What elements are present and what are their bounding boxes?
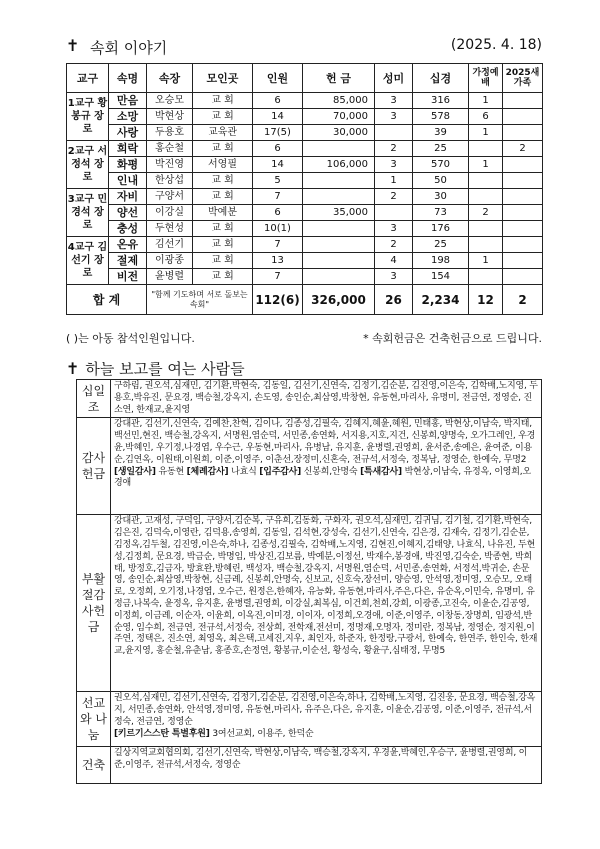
special-thanks-list [114,467,531,489]
cell-people: 17(5) [253,125,303,141]
cell-place: 교 회 [193,253,253,269]
table-row [67,269,543,285]
cell-rice: 2 [375,237,413,253]
table-row [67,253,543,269]
cell-worship [469,189,503,205]
table-row [67,157,543,173]
total-people: 112(6) [253,285,303,315]
cell-rice: 1 [375,173,413,189]
cell-place: 교 회 [193,269,253,285]
column-header: 성미 [375,64,413,93]
cell-people: 5 [253,173,303,189]
group-name: 사랑 [109,125,147,141]
column-header: 가정예배 [469,64,503,93]
cell-place: 교 회 [193,93,253,109]
column-header: 속명 [109,64,147,93]
group-name: 온유 [109,237,147,253]
cell-worship [469,269,503,285]
cell-worship [469,221,503,237]
cell-rice: 3 [375,269,413,285]
cell-rice: 4 [375,253,413,269]
table-row [67,189,543,205]
group-name: 양선 [109,205,147,221]
easter-row [77,515,542,692]
column-header: 모인곳 [193,64,253,93]
section-title: 하늘 보고를 여는 사람들 [85,360,245,378]
total-newfam: 2 [503,285,543,315]
cell-newfam [503,125,543,141]
cell-newfam [503,205,543,221]
cell-offering: 30,000 [303,125,375,141]
cell-rice: 2 [375,141,413,157]
building-row [77,747,542,784]
category-label: 감사헌금 [77,418,111,515]
cell-offering [303,253,375,269]
cell-place: 교 회 [193,221,253,237]
total-rice: 26 [375,285,413,315]
cell-newfam [503,253,543,269]
mission-names: 권오석,심재민, 김선기,신연숙, 김정기,김순분, 김진영,이은숙,하나, 김학배,노지영, 김진웅, 문요경, 백승철,강옥지, 서민종,송연화, 안석영,정미영, 유동현,마리사, 유주은,다은, 유지훈, 이윤순,김공영, 이준,이영주, 전규석,서정숙, 전금연, 정영순 [114,693,536,727]
givers-table [76,379,542,784]
district-label: 1교구 황봉규 장로 [67,93,109,141]
cell-place: 교 회 [193,173,253,189]
cell-leader: 홍순철 [147,141,193,157]
column-header: 십경 [413,64,469,93]
cell-rice: 3 [375,221,413,237]
cell-leader: 윤병렬 [147,269,193,285]
column-header: 속장 [147,64,193,93]
cell-rice [375,125,413,141]
cell-worship: 6 [469,109,503,125]
child-count-note: ( )는 아동 참석인원입니다. [66,332,195,345]
cell-tithe: 176 [413,221,469,237]
cell-newfam [503,157,543,173]
cell-worship [469,237,503,253]
cell-people: 7 [253,237,303,253]
table-row [67,237,543,253]
cell-worship: 1 [469,93,503,109]
cell-tithe: 578 [413,109,469,125]
group-name: 희락 [109,141,147,157]
easter-names: 강대관, 고재성, 구덕임, 구양서,김순복, 구유희,김동화, 구화자, 권오석,심재민, 김귀님, 김기철, 김기환,박현숙,김은진, 김덕숙,이영란, 김덕용,송영희, 김동일, 김석현,강성숙, 김선기,신연숙, 김은경, 김재숙, 김정기,김순분, 김정옥,김두철, 김진영,이은숙,하나, 김종성,김필숙, 김학배,노지영, 김현진,이혜지,김태양, 나효식, 나유진, 두현성,김정희, 문요경, 박금순, 박명임, 박상진,김보름, 박예분,이정선, 박재수,봉경애, 박진영,김숙순, 박종현, 박희태, 방정호,김금자, 방효완,방혜린, 백성자, 백승철,강옥지, 서명원,염순덕, 서민종,송연화, 서정석,박귀순, 손문영, 송인순,최삼영,박창현, 신금례, 신봉희,안명숙, 신보교, 신호숙,장선미, 양승영, 안석영,정미영, 오승모, 오태로, 오정희, 오기정,나경엽, 오수근, 원정은,한혜자, 유능화, 유동현,마리사,주은,다은, 유순옥,이민숙, 유명미, 유정금,나복숙, 윤정옥, 유지훈, 윤병렬,권영희, 이강실,최복심, 이건희,천희,강희, 이광종,고진숙, 이윤순,김공영, 이정희, 이금례, 이순자, 이윤희, 이옥진,이미경, 이이자, 이정희,오경애, 이준,이영주, 이창동,장명희, 임광석,반순영, 임수희, 전금연, 전규석,서정숙, 전상희, 전학재,전선미, 정명재,오명자, 정미란, 정복남, 정영순, 정지원,이주연, 정택은, 진소연, 최영옥, 최은택,고세진,지우, 최인자, 하준자, 한정랑,구광서, 한예숙, 한연주, 한인숙, 한재교,윤지영, 홍순철,유춘남, 홍종호,손정연, 황봉규,이순선, 황성숙, 황윤구,심태정, 무명5 [111,515,542,692]
cell-newfam [503,173,543,189]
table-row [67,141,543,157]
tithe-row [77,380,542,418]
cell-newfam [503,221,543,237]
cell-newfam [503,189,543,205]
category-label: 건축 [77,747,111,784]
cell-leader: 박진영 [147,157,193,173]
cell-leader: 두현성 [147,221,193,237]
category-label: 십일조 [77,380,111,418]
category-label: 부활절감사헌금 [77,515,111,692]
cell-tithe: 39 [413,125,469,141]
cell-worship: 1 [469,125,503,141]
cell-tithe: 25 [413,141,469,157]
cell-rice: 3 [375,93,413,109]
cell-newfam [503,237,543,253]
group-name: 화평 [109,157,147,173]
mission-row [77,692,542,747]
cell-tithe: 30 [413,189,469,205]
cell-place: 교 회 [193,237,253,253]
column-header: 2025새가족 [503,64,543,93]
total-motto: "함께 기도하며 서로 돌보는 속회" [147,285,253,315]
cell-offering: 85,000 [303,93,375,109]
cell-worship [469,173,503,189]
building-names: 길상지역교회협의회, 김선기,신연숙, 박현상,이남숙, 백승철,강옥지, 우경윤,박혜인,우승구, 윤병렬,권영희, 이준,이영주, 전규석,서정숙, 정영순 [111,747,542,784]
cell-leader: 한상섭 [147,173,193,189]
report-date: (2025. 4. 18) [450,37,542,53]
cell-worship [469,141,503,157]
cell-place: 교 회 [193,109,253,125]
special-thanks-names: 신봉희,안명숙 [303,466,358,477]
cell-worship: 2 [469,205,503,221]
table-row [67,125,543,141]
thanks-cell [111,418,542,515]
cell-tithe: 570 [413,157,469,173]
cell-people: 14 [253,157,303,173]
cell-offering [303,237,375,253]
total-worship: 12 [469,285,503,315]
group-name: 자비 [109,189,147,205]
table-row [67,221,543,237]
thanks-names: 강대관, 김선기,신연숙, 김예찬,찬혁, 김이나, 김종성,김필숙, 김혜지,혜윤,혜원, 민태홍, 박현상,이남숙, 박지태, 백선민,현진, 백승철,강옥지, 서명원,염순덕, 서민종,송연화, 서지용,지호,지건, 신봉희,양명숙, 오가그레인, 우경윤,박혜인, 우기정,나경엽, 우수근, 우동현,마리사, 유병남, 유지훈, 윤병렬,권영희, 윤서준,송예은, 윤여준, 이용순,김연옥, 이원태,이원희, 이준,이영주, 이춘선,장정미,신혼숙, 전규석,서정숙, 정복남, 정영순, 한예숙, 무명2 [114,419,536,465]
table-header-row [67,64,543,93]
cell-place: 교육관 [193,125,253,141]
section-title: 속회 이야기 [90,39,168,57]
cell-tithe: 198 [413,253,469,269]
cell-place: 교 회 [193,141,253,157]
special-thanks-names: 유동현 [158,466,184,477]
cell-newfam [503,93,543,109]
cell-people: 7 [253,269,303,285]
column-header: 인원 [253,64,303,93]
table-row [67,173,543,189]
cell-place: 박예분 [193,205,253,221]
cell-newfam [503,109,543,125]
cell-people: 10(1) [253,221,303,237]
cell-rice: 3 [375,157,413,173]
section-header-meeting [0,36,600,56]
meeting-table [66,63,543,315]
cell-offering [303,189,375,205]
category-label: 선교와 나눔 [77,692,111,747]
cell-tithe: 25 [413,237,469,253]
special-thanks-tag: [체례감사] [186,466,229,477]
cell-people: 6 [253,141,303,157]
cell-newfam: 2 [503,141,543,157]
cell-offering: 106,000 [303,157,375,173]
cell-people: 6 [253,93,303,109]
district-label: 3교구 민경석 장로 [67,189,109,237]
column-header: 교구 [67,64,109,93]
cell-offering: 35,000 [303,205,375,221]
cell-leader: 구양서 [147,189,193,205]
tithe-names: 구하림, 권오석,심재민, 김기환,박현숙, 김동일, 김선기,신연숙, 김정기,김순분, 김진영,이은숙, 김학배,노지영, 두용호,박유진, 문요경, 백승철,강옥지, 손도영, 송인순,최삼영,박창현, 유동현,마리사, 유명미, 전금연, 정영순, 진소연, 한재교,윤지영 [111,380,542,418]
special-thanks-tag: [특새감사] [360,466,402,477]
special-support-names: 3여선교회, 이용주, 한덕순 [212,728,314,739]
cell-newfam [503,269,543,285]
cell-tithe: 154 [413,269,469,285]
cell-leader: 박현상 [147,109,193,125]
special-thanks-names: 박현상,이남숙, 유정옥, 이영희,오경애 [114,466,531,489]
group-name: 만음 [109,93,147,109]
total-row [67,285,543,315]
thanks-row [77,418,542,515]
cell-worship: 1 [469,253,503,269]
table-row [67,109,543,125]
cell-rice [375,205,413,221]
cell-people: 7 [253,189,303,205]
table-row [67,205,543,221]
cell-people: 6 [253,205,303,221]
mission-cell [111,692,542,747]
cell-leader: 이광종 [147,253,193,269]
total-label: 합 계 [67,285,147,315]
group-name: 비전 [109,269,147,285]
special-thanks-names: 나효식 [231,466,257,477]
section-header-givers [66,358,245,379]
cell-offering [303,173,375,189]
cell-leader: 김선기 [147,237,193,253]
cross-icon: ✝ [66,359,80,378]
cell-place: 교 회 [193,189,253,205]
cell-leader: 이강실 [147,205,193,221]
special-thanks-tag: [입주감사] [259,466,302,477]
cell-tithe: 50 [413,173,469,189]
cell-rice: 2 [375,189,413,205]
cell-people: 13 [253,253,303,269]
cell-offering [303,221,375,237]
cell-tithe: 316 [413,93,469,109]
total-tithe: 2,234 [413,285,469,315]
table-row [67,93,543,109]
group-name: 절제 [109,253,147,269]
cell-leader: 오승모 [147,93,193,109]
special-thanks-tag: [생일감사] [114,466,156,477]
district-label: 2교구 서정석 장로 [67,141,109,189]
special-support-tag: [키르기스스탄 특별후원] [114,728,210,739]
total-offering: 326,000 [303,285,375,315]
cell-tithe: 73 [413,205,469,221]
cross-icon: ✝ [66,36,80,55]
cell-worship: 1 [469,157,503,173]
group-name: 인내 [109,173,147,189]
cell-offering [303,269,375,285]
group-name: 충성 [109,221,147,237]
offering-note: * 속회헌금은 건축헌금으로 드립니다. [363,332,542,345]
cell-people: 14 [253,109,303,125]
cell-offering [303,141,375,157]
group-name: 소망 [109,109,147,125]
district-label: 4교구 김선기 장로 [67,237,109,285]
column-header: 헌 금 [303,64,375,93]
cell-place: 서영필 [193,157,253,173]
cell-leader: 두용호 [147,125,193,141]
cell-rice: 3 [375,109,413,125]
cell-offering: 70,000 [303,109,375,125]
